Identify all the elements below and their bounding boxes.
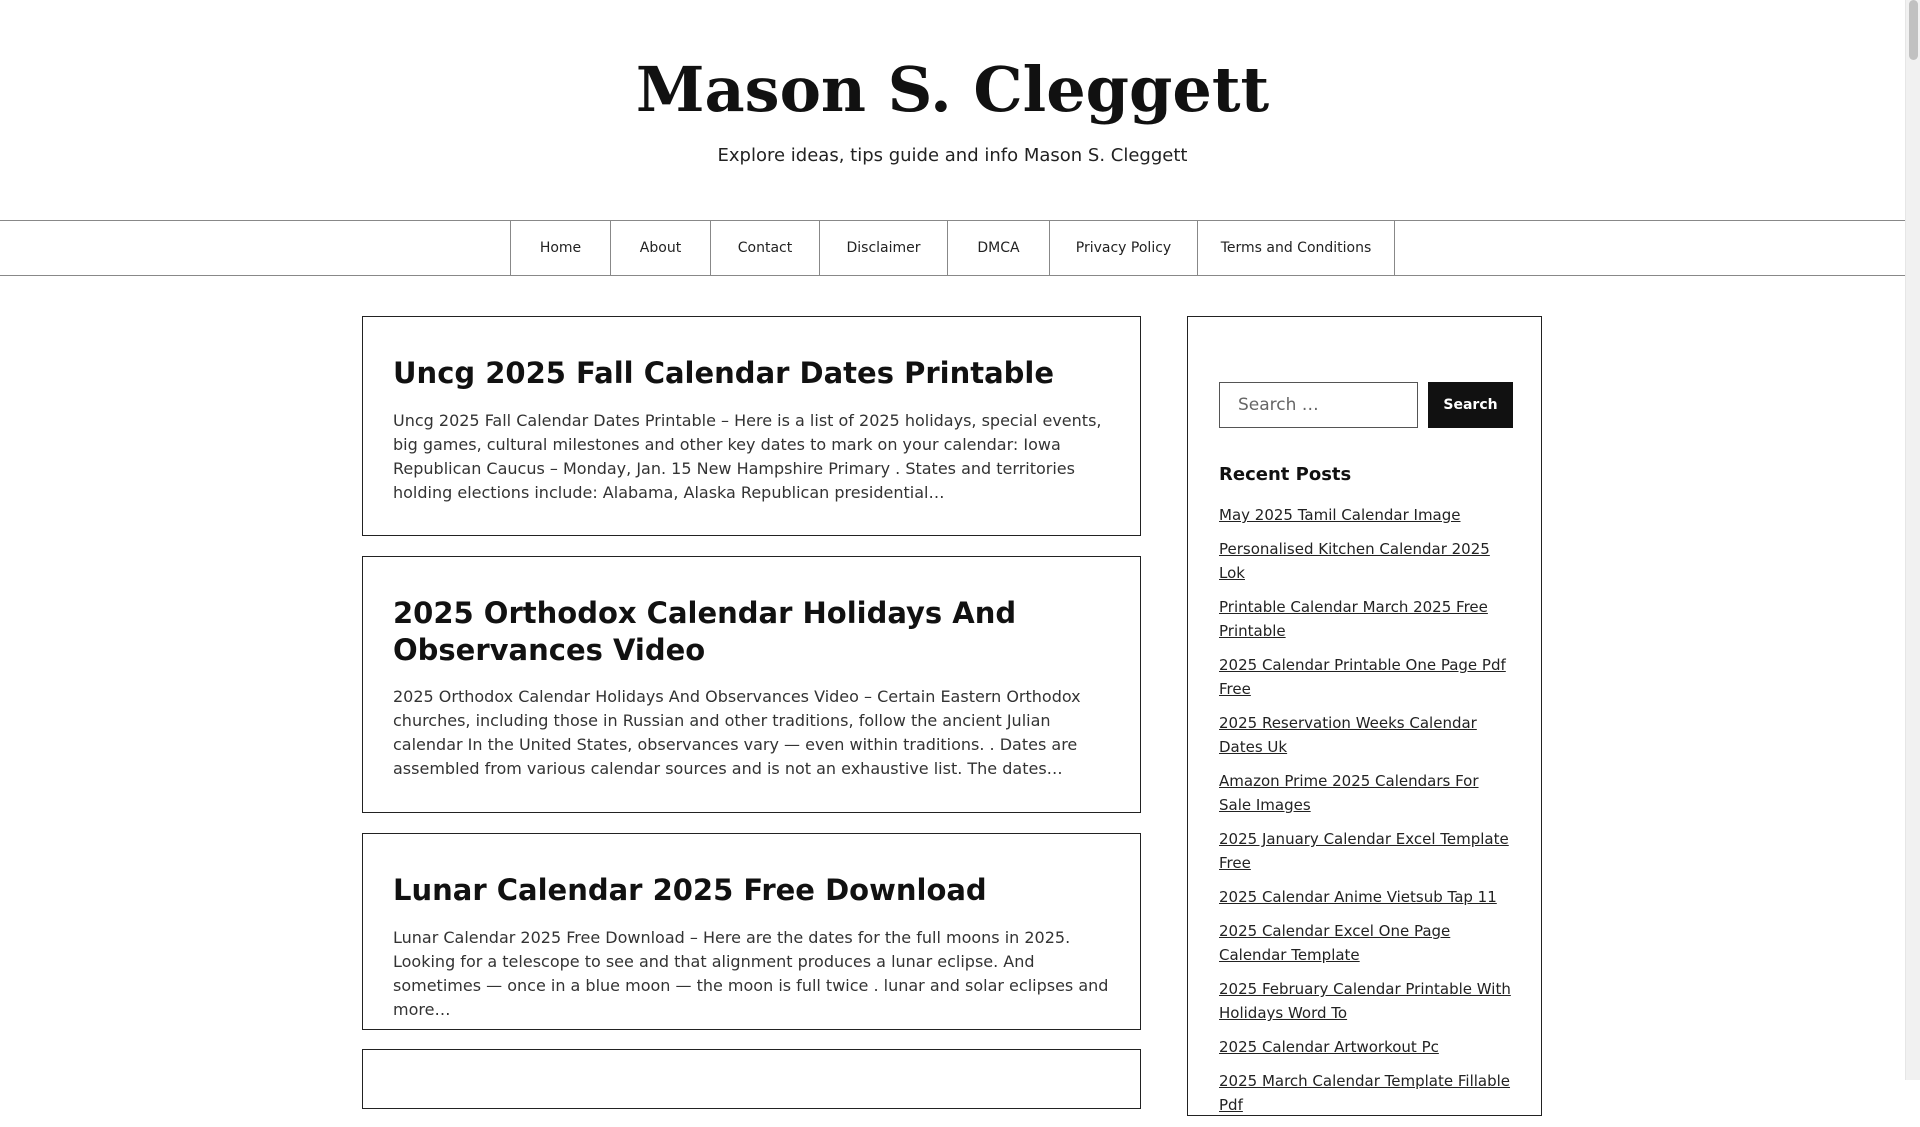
recent-post-link[interactable]: 2025 February Calendar Printable With Holidays Word To (1219, 980, 1511, 1022)
search-input[interactable]: Search … (1219, 382, 1418, 428)
site-title[interactable]: Mason S. Cleggett (635, 53, 1270, 126)
nav-item-dmca[interactable]: DMCA (948, 221, 1050, 275)
page-scrollbar[interactable] (1905, 0, 1920, 1080)
nav-item-disclaimer[interactable]: Disclaimer (820, 221, 948, 275)
post-title[interactable]: Uncg 2025 Fall Calendar Dates Printable (393, 356, 1055, 390)
post-title[interactable]: Lunar Calendar 2025 Free Download (393, 873, 987, 907)
recent-post-link[interactable]: 2025 Reservation Weeks Calendar Dates Uk (1219, 714, 1477, 756)
nav-list (510, 221, 1395, 275)
recent-post-link[interactable]: May 2025 Tamil Calendar Image (1219, 506, 1461, 524)
scrollbar-thumb[interactable] (1909, 0, 1918, 60)
search-button[interactable]: Search (1428, 382, 1513, 428)
post-card (362, 1049, 1141, 1109)
post-title[interactable]: 2025 Orthodox Calendar Holidays And Observances Video (393, 596, 1017, 667)
site-tagline: Explore ideas, tips guide and info Mason S. Cleggett (717, 145, 1188, 166)
recent-post-link[interactable]: 2025 March Calendar Template Fillable Pdf (1219, 1072, 1511, 1114)
post-excerpt: Uncg 2025 Fall Calendar Dates Printable – Here is a list of 2025 holidays, special events, big games, cultural milestones and other key dates to mark on your calendar: Iowa Republican Caucus – Monday, Jan. 15 New Hampshire Primary . States and territories holding elections include: Alabama, Alaska Republican presidential… (393, 411, 1102, 502)
sidebar (1187, 316, 1542, 1116)
main-nav (0, 220, 1905, 276)
nav-item-about[interactable]: About (611, 221, 711, 275)
recent-post-link[interactable]: 2025 Calendar Printable One Page Pdf Free (1219, 656, 1506, 698)
recent-post-link[interactable]: Amazon Prime 2025 Calendars For Sale Images (1219, 772, 1479, 814)
nav-item-contact[interactable]: Contact (711, 221, 820, 275)
post-card (362, 316, 1141, 536)
post-excerpt: Lunar Calendar 2025 Free Download – Here are the dates for the full moons in 2025. Looking for a telescope to see and that alignment produces a lunar eclipse. And sometimes — once in a blue moon — the moon is full twice . lunar and solar eclipses and more… (393, 928, 1109, 1019)
recent-post-link[interactable]: Personalised Kitchen Calendar 2025 Lok (1219, 540, 1490, 582)
recent-post-link[interactable]: Printable Calendar March 2025 Free Printable (1219, 598, 1488, 640)
nav-item-home[interactable]: Home (511, 221, 611, 275)
recent-posts-list (1219, 503, 1515, 1127)
nav-item-terms-and-conditions[interactable]: Terms and Conditions (1198, 221, 1395, 275)
post-excerpt: 2025 Orthodox Calendar Holidays And Observances Video – Certain Eastern Orthodox churches, including those in Russian and other traditions, follow the ancient Julian calendar In the United States, observances vary — even within traditions. . Dates are assembled from various calendar sources and is not an exhaustive list. The dates… (393, 687, 1081, 778)
site-header (0, 0, 1905, 220)
post-card (362, 556, 1141, 813)
nav-item-privacy-policy[interactable]: Privacy Policy (1050, 221, 1198, 275)
post-card (362, 833, 1141, 1030)
recent-post-link[interactable]: 2025 Calendar Anime Vietsub Tap 11 (1219, 888, 1497, 906)
recent-post-link[interactable]: 2025 Calendar Excel One Page Calendar Template (1219, 922, 1451, 964)
recent-post-link[interactable]: 2025 January Calendar Excel Template Free (1219, 830, 1509, 872)
recent-post-link[interactable]: 2025 Calendar Artworkout Pc (1219, 1038, 1439, 1056)
recent-posts-heading: Recent Posts (1219, 464, 1352, 485)
